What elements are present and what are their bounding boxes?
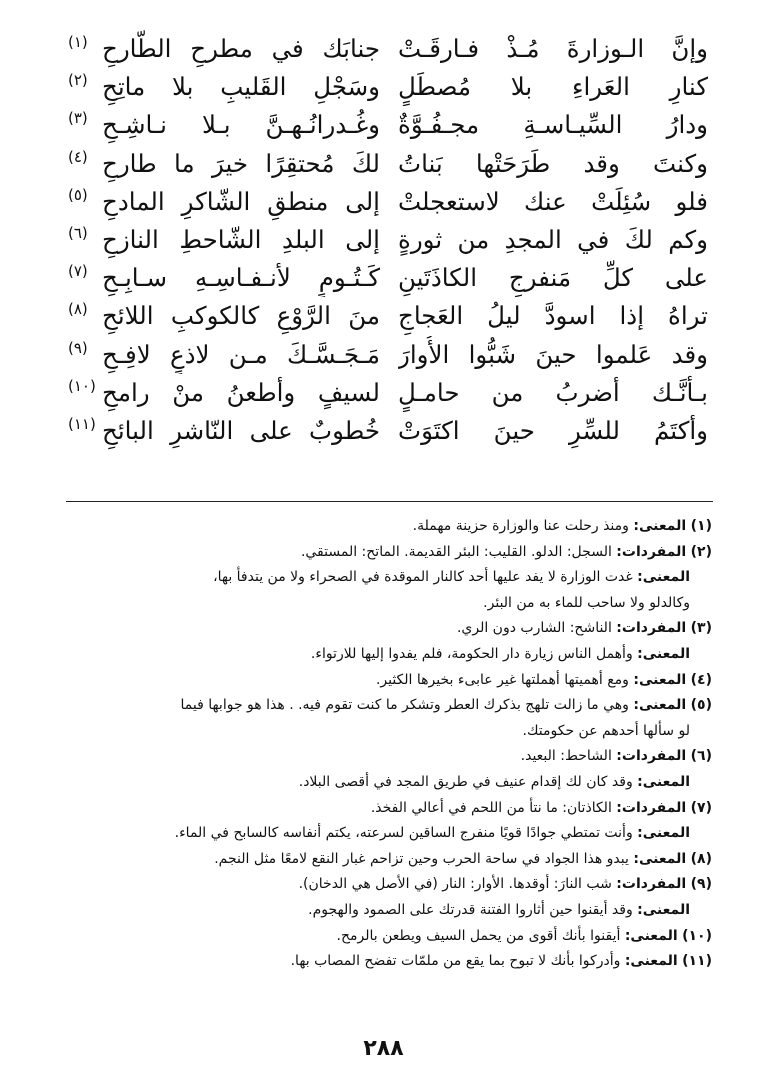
verse-second-hemistich: كَـتُـومٍ لأنـفـاسِـهِ سـابِـحِ	[102, 263, 380, 293]
footnote-label: المفردات:	[616, 620, 687, 637]
footnote-number: (٨)	[690, 850, 712, 867]
verse-first-hemistich: على كلِّ مَنفرجِ الكاذَتَينِ	[398, 263, 708, 293]
footnote-text: الناشح: الشارب دون الري.	[456, 620, 617, 637]
verse-line	[68, 183, 708, 221]
verse-first-hemistich: كنارِ العَراءِ بلا مُصطَلٍ	[398, 72, 708, 102]
footnote-number: (١٠)	[682, 927, 712, 944]
footnote-text: شب النارَ: أوقدها. الأوار: النار (في الأصل هي الدخان).	[298, 876, 617, 893]
footnote-label: المعنى:	[633, 518, 687, 534]
verse-second-hemistich: وسَجْلِ القَليبِ بلا ماتِحِ	[102, 72, 380, 102]
verse-second-hemistich: منَ الرَّوْعِ كالكوكبِ اللائحِ	[102, 301, 380, 331]
verse-footnote-marker: (٥)	[68, 185, 88, 204]
footnote-line	[56, 744, 712, 770]
footnote-line	[56, 565, 712, 591]
footnote-text: وأدركوا بأنك لا تبوح بما يقع من ملمّات تفضح المصاب بها.	[290, 953, 625, 970]
footnote-line	[56, 821, 712, 847]
footnote-line	[56, 770, 712, 796]
verse-line	[68, 297, 708, 335]
verse-second-hemistich: وغُـدرانُـهـنَّ بـلا نـاشِـحِ	[102, 110, 380, 140]
verse-first-hemistich: تراهُ إذا اسودَّ ليلُ العَجاجِ	[398, 301, 708, 331]
poem-verses	[68, 30, 708, 450]
verse-second-hemistich: خُطوبٌ على النّاشرِ البائحِ	[102, 415, 380, 445]
footnote-label: المعنى:	[637, 773, 690, 790]
verse-footnote-marker: (٨)	[68, 300, 88, 319]
footnote-text: ومنذ رحلت عنا والوزارة حزينة مهملة.	[412, 518, 634, 534]
footnote-text: وقد أيقنوا حين أثاروا الفتنة قدرتك على الصمود والهجوم.	[308, 901, 638, 918]
verse-line	[68, 221, 708, 259]
verse-footnote-marker: (٧)	[68, 262, 88, 281]
footnotes	[56, 514, 712, 975]
footnote-line	[56, 796, 712, 822]
footnote-label: المعنى:	[637, 825, 690, 842]
verse-line	[68, 259, 708, 297]
footnote-line	[56, 616, 712, 642]
verse-footnote-marker: (٩)	[68, 338, 88, 357]
footnote-label: المعنى:	[637, 569, 690, 586]
footnote-text: ومع أهميتها أهملتها غير عابىء بخيرها الكثير.	[375, 671, 634, 688]
footnote-number: (٢)	[690, 543, 712, 560]
verse-second-hemistich: إلى البلدِ الشّاحطِ النازحِ	[102, 225, 380, 255]
footnote-line	[56, 924, 712, 950]
verse-footnote-marker: (٣)	[68, 109, 88, 128]
verse-second-hemistich: لسيفٍ وأطعنُ منْ رامحِ	[102, 377, 380, 407]
footnote-text: وأنت تمتطي جوادًا قويًا منفرج الساقين لسرعته، يكتم أنفاسه كالسابح في الماء.	[174, 825, 638, 842]
footnote-label: المفردات:	[616, 748, 687, 765]
verse-first-hemistich: بـأنَّـك أضربُ من حامـلٍ	[398, 377, 708, 407]
footnote-label: المعنى:	[637, 901, 690, 918]
verse-second-hemistich: لكَ مُحتقِرًا خيرَ ما طارحِ	[102, 148, 380, 178]
footnote-line	[56, 898, 712, 924]
footnote-text: لو سألها أحدهم عن حكومتك.	[522, 722, 690, 739]
footnote-label: المعنى:	[633, 850, 687, 867]
page-number: ٢٨٨	[363, 1036, 404, 1061]
verse-footnote-marker: (٢)	[68, 71, 88, 90]
footnote-line	[56, 719, 712, 745]
footnote-number: (٦)	[690, 748, 712, 765]
verse-second-hemistich: مَـجَـسَّـكَ مـن لاذعٍ لافِـحِ	[102, 339, 380, 369]
footnote-number: (١١)	[682, 953, 712, 970]
verse-footnote-marker: (١)	[68, 33, 88, 51]
footnote-line	[56, 642, 712, 668]
footnote-divider	[66, 501, 713, 502]
verse-first-hemistich: وقد عَلموا حينَ شَبُّوا الأُوارَ	[398, 339, 708, 369]
verse-first-hemistich: فلو سُئِلَتْ عنك لاستعجلتْ	[398, 186, 708, 216]
footnote-text: السجل: الدلو. القليب: البئر القديمة. الماتح: المستقي.	[300, 543, 617, 560]
verse-footnote-marker: (٦)	[68, 223, 88, 242]
footnote-text: الكاذتان: ما نتأ من اللحم في أعالي الفخذ.	[370, 799, 617, 816]
verse-line	[68, 336, 708, 374]
footnote-number: (٥)	[690, 697, 712, 714]
footnote-text: يبدو هذا الجواد في ساحة الحرب وحين تزاحم غبار النقع لامعًا مثل النجم.	[214, 850, 634, 867]
footnote-label: المفردات:	[616, 799, 687, 816]
footnote-number: (٩)	[690, 876, 712, 893]
verse-first-hemistich: وكنتَ وقد طَرَحَتْها بَناتُ	[398, 148, 708, 178]
footnote-number: (٤)	[690, 671, 712, 688]
verse-line	[68, 106, 708, 144]
verse-footnote-marker: (١١)	[68, 414, 96, 433]
verse-line	[68, 412, 708, 450]
footnote-number: (١)	[690, 518, 712, 534]
verse-footnote-marker: (١٠)	[68, 376, 96, 395]
footnote-line	[56, 693, 712, 719]
footnote-line	[56, 847, 712, 873]
verse-first-hemistich: وكم لكَ في المجدِ من ثورةٍ	[398, 225, 708, 255]
footnote-label: المعنى:	[637, 645, 690, 662]
footnote-line	[56, 540, 712, 566]
footnote-line	[56, 514, 712, 540]
verse-line	[68, 145, 708, 183]
footnote-label: المعنى:	[624, 927, 678, 944]
footnote-line	[56, 591, 712, 617]
verse-line	[68, 68, 708, 106]
footnote-line	[56, 668, 712, 694]
verse-first-hemistich: ودارُ السِّيـاسـةِ مجـفُـوَّةٌ	[398, 110, 708, 140]
footnote-line	[56, 949, 712, 975]
footnote-text: وكالدلو ولا ساحب للماء به من البئر.	[483, 594, 690, 611]
verse-second-hemistich: إلى منطقِ الشّاكرِ المادحِ	[102, 186, 380, 216]
footnote-number: (٣)	[690, 620, 712, 637]
footnote-line	[56, 872, 712, 898]
footnote-label: المفردات:	[616, 543, 687, 560]
footnote-label: المعنى:	[633, 697, 687, 714]
footnote-label: المفردات:	[616, 876, 687, 893]
footnote-text: وهي ما زالت تلهج بذكرك العطر وتشكر ما كنت تقوم فيه. . هذا هو جوابها فيما	[180, 697, 634, 714]
footnote-text: وقد كان لك إقدام عنيف في طريق المجد في أقصى البلاد.	[298, 773, 638, 790]
footnote-label: المعنى:	[633, 671, 687, 688]
footnote-label: المعنى:	[624, 953, 678, 970]
verse-first-hemistich: وأكتَمُ للسِّرِ حينَ اكتَوَتْ	[398, 415, 708, 445]
verse-footnote-marker: (٤)	[68, 147, 88, 166]
footnote-text: الشاحط: البعيد.	[520, 748, 617, 765]
verse-line	[68, 374, 708, 412]
verse-line	[68, 30, 708, 68]
footnote-number: (٧)	[690, 799, 712, 816]
verse-second-hemistich: جنابَك في مطرحِ الطّارحِ	[102, 34, 380, 64]
footnote-text: غدت الوزارة لا يفد عليها أحد كالنار الموقدة في الصحراء ولا من يتدفأ بها،	[213, 569, 638, 586]
verse-first-hemistich: وإنَّ الـوزارةَ مُـذْ فـارقَـتْ	[398, 34, 708, 64]
footnote-text: وأهمل الناس زيارة دار الحكومة، فلم يفدوا إليها للارتواء.	[310, 645, 638, 662]
footnote-text: أيقنوا بأنك أقوى من يحمل السيف ويطعن بالرمح.	[336, 927, 625, 944]
